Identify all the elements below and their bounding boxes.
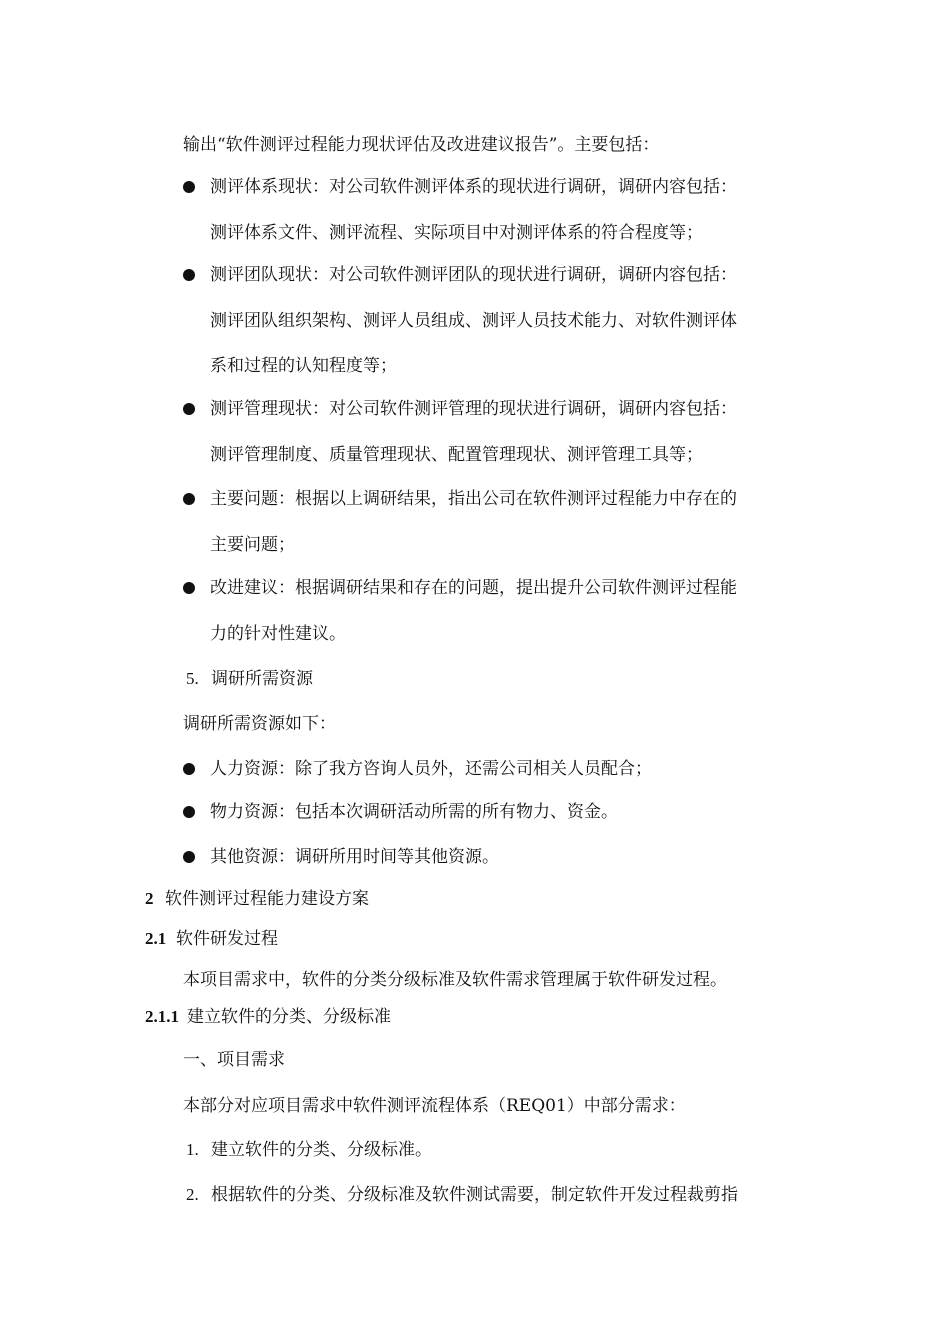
bullet-dot <box>183 582 195 594</box>
bullet-text: 改进建议：根据调研结果和存在的问题，提出提升公司软件测评过程能 <box>210 578 737 598</box>
bullet-text: 物力资源：包括本次调研活动所需的所有物力、资金。 <box>210 802 618 822</box>
bullet-text-cont: 主要问题； <box>210 535 295 555</box>
bullet-text: 测评体系现状：对公司软件测评体系的现状进行调研，调研内容包括： <box>210 177 737 197</box>
bullet-text-cont: 力的针对性建议。 <box>210 624 346 644</box>
bullet-text-cont: 系和过程的认知程度等； <box>210 356 397 376</box>
bullet-text: 主要问题：根据以上调研结果，指出公司在软件测评过程能力中存在的 <box>210 489 737 509</box>
heading-2-1: 软件研发过程 <box>176 929 278 949</box>
bullet-dot <box>183 181 195 193</box>
subheading: 一、项目需求 <box>183 1050 285 1070</box>
bullet-text-cont: 测评团队组织架构、测评人员组成、测评人员技术能力、对软件测评体 <box>210 311 737 331</box>
list-item-text: 建立软件的分类、分级标准。 <box>211 1140 432 1160</box>
list-item-text: 根据软件的分类、分级标准及软件测试需要，制定软件开发过程裁剪指 <box>211 1185 738 1205</box>
bullet-text: 其他资源：调研所用时间等其他资源。 <box>210 847 499 867</box>
heading-2: 软件测评过程能力建设方案 <box>165 889 369 909</box>
bullet-dot <box>183 763 195 775</box>
intro-paragraph: 输出“软件测评过程能力现状评估及改进建议报告”。主要包括： <box>183 135 660 155</box>
bullet-text: 测评团队现状：对公司软件测评团队的现状进行调研，调研内容包括： <box>210 265 737 285</box>
list-item-text: 调研所需资源 <box>211 669 313 689</box>
bullet-text-cont: 测评体系文件、测评流程、实际项目中对测评体系的符合程度等； <box>210 223 703 243</box>
bullet-dot <box>183 493 195 505</box>
bullet-text: 测评管理现状：对公司软件测评管理的现状进行调研，调研内容包括： <box>210 399 737 419</box>
bullet-dot <box>183 806 195 818</box>
resources-intro: 调研所需资源如下： <box>183 714 336 734</box>
heading-2-1-1: 建立软件的分类、分级标准 <box>187 1007 391 1027</box>
bullet-text: 人力资源：除了我方咨询人员外，还需公司相关人员配合； <box>210 759 652 779</box>
paragraph: 本部分对应项目需求中软件测评流程体系（REQ01）中部分需求： <box>183 1096 686 1116</box>
list-number: 1. <box>186 1140 199 1159</box>
bullet-dot <box>183 269 195 281</box>
heading-number: 2.1.1 <box>145 1007 179 1026</box>
list-number: 2. <box>186 1185 199 1204</box>
bullet-text-cont: 测评管理制度、质量管理现状、配置管理现状、测评管理工具等； <box>210 445 703 465</box>
heading-number: 2 <box>145 889 154 908</box>
heading-number: 2.1 <box>145 929 167 948</box>
bullet-dot <box>183 403 195 415</box>
list-number: 5. <box>186 669 199 688</box>
paragraph: 本项目需求中，软件的分类分级标准及软件需求管理属于软件研发过程。 <box>183 970 727 990</box>
bullet-dot <box>183 851 195 863</box>
